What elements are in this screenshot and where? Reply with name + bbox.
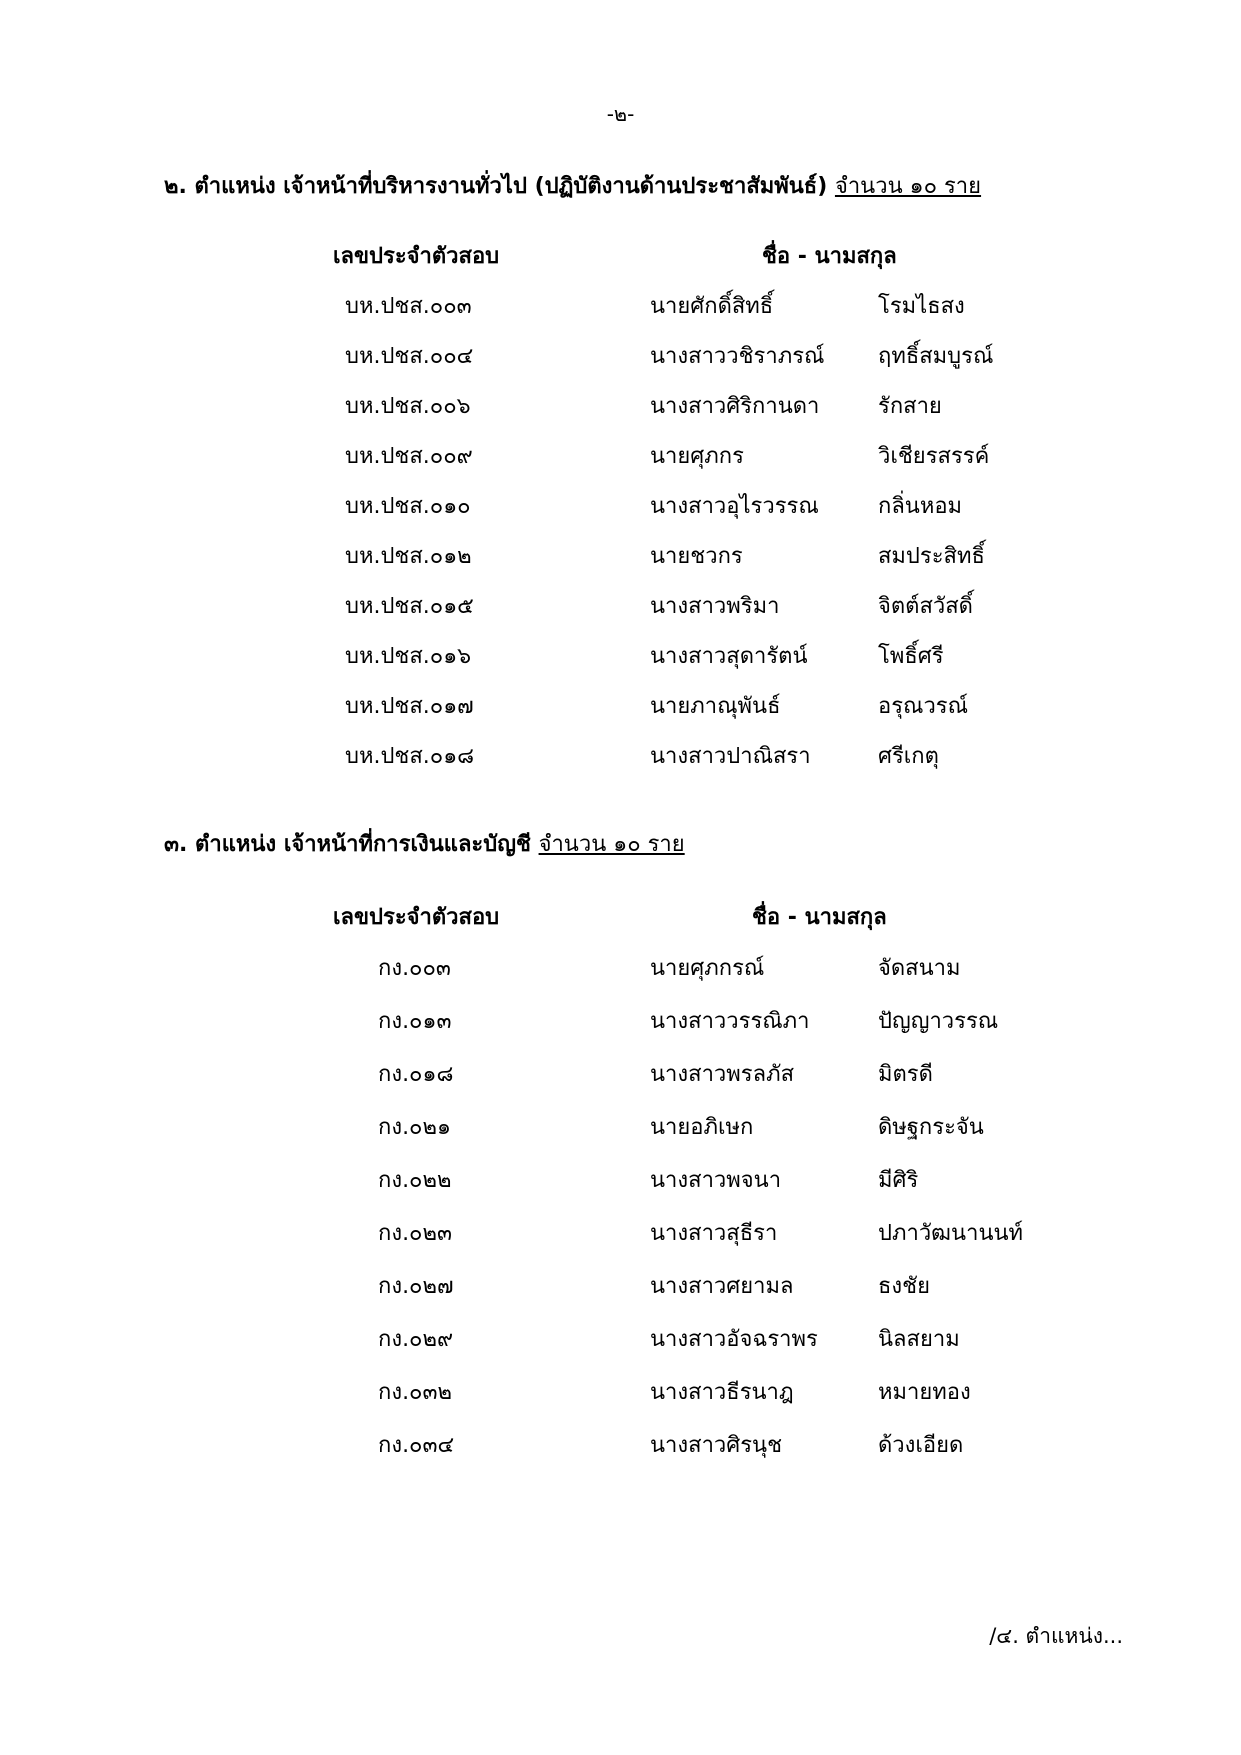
- continuation-note: /๔. ตำแหน่ง...: [989, 1624, 1123, 1648]
- candidate-last-name: หมายทอง: [878, 1380, 971, 1405]
- candidate-row: [0, 1056, 1241, 1096]
- candidate-last-name: ปัญญาวรรณ: [878, 1009, 999, 1034]
- exam-id: บห.ปชส.๐๐๙: [345, 444, 473, 469]
- candidate-row: [0, 638, 1241, 678]
- candidate-last-name: ปภาวัฒนานนท์: [878, 1221, 1024, 1246]
- exam-id: กง.๐๓๔: [378, 1433, 455, 1458]
- exam-id: กง.๐๒๙: [378, 1327, 454, 1352]
- exam-id: กง.๐๒๒: [378, 1168, 452, 1193]
- candidate-row: [0, 1321, 1241, 1361]
- candidate-first-name: นางสาวพจนา: [650, 1168, 782, 1193]
- candidate-row: [0, 1215, 1241, 1255]
- exam-id: กง.๐๒๓: [378, 1221, 453, 1246]
- candidate-last-name: ด้วงเอียด: [878, 1433, 964, 1458]
- candidate-last-name: จัดสนาม: [878, 956, 961, 981]
- candidate-row: [0, 538, 1241, 578]
- candidate-first-name: นายอภิเษก: [650, 1115, 754, 1140]
- candidate-first-name: นายศุภกรณ์: [650, 956, 765, 981]
- candidate-last-name: รักสาย: [878, 394, 942, 419]
- candidate-row: [0, 1003, 1241, 1043]
- candidate-row: [0, 738, 1241, 778]
- candidate-first-name: นายชวกร: [650, 544, 743, 569]
- candidate-first-name: นางสาวอุไรวรรณ: [650, 494, 819, 519]
- exam-id: กง.๐๒๗: [378, 1274, 454, 1299]
- candidate-last-name: ศรีเกตุ: [878, 744, 939, 769]
- candidate-first-name: นางสาวศิรนุช: [650, 1433, 783, 1458]
- candidate-last-name: ดิษฐกระจัน: [878, 1115, 984, 1140]
- section-count: จำนวน ๑๐ ราย: [538, 832, 685, 857]
- candidate-row: [0, 288, 1241, 328]
- candidate-row: [0, 488, 1241, 528]
- section-title: ๓. ตำแหน่ง เจ้าหน้าที่การเงินและบัญชี: [164, 832, 531, 857]
- candidate-first-name: นางสาววชิราภรณ์: [650, 344, 825, 369]
- candidate-first-name: นางสาวสุธีรา: [650, 1221, 778, 1246]
- candidate-row: [0, 1268, 1241, 1308]
- candidate-last-name: นิลสยาม: [878, 1327, 960, 1352]
- candidate-row: [0, 1162, 1241, 1202]
- candidate-row: [0, 388, 1241, 428]
- column-header-name: ชื่อ - นามสกุล: [762, 244, 897, 269]
- candidate-last-name: ธงชัย: [878, 1274, 930, 1299]
- candidate-row: [0, 688, 1241, 728]
- candidate-first-name: นางสาวศิริกานดา: [650, 394, 820, 419]
- candidate-row: [0, 438, 1241, 478]
- candidate-last-name: ฤทธิ์สมบูรณ์: [878, 344, 994, 369]
- column-header-exam-id: เลขประจำตัวสอบ: [333, 244, 500, 269]
- section-title: ๒. ตำแหน่ง เจ้าหน้าที่บริหารงานทั่วไป (ปฏิบัติงานด้านประชาสัมพันธ์): [164, 174, 828, 199]
- column-header-name: ชื่อ - นามสกุล: [752, 905, 887, 930]
- exam-id: บห.ปชส.๐๑๘: [345, 744, 475, 769]
- candidate-row: [0, 588, 1241, 628]
- exam-id: กง.๐๑๘: [378, 1062, 454, 1087]
- candidate-last-name: มีศิริ: [878, 1168, 919, 1193]
- candidate-row: [0, 1109, 1241, 1149]
- exam-id: กง.๐๒๑: [378, 1115, 451, 1140]
- candidate-last-name: มิตรดี: [878, 1062, 933, 1087]
- candidate-last-name: อรุณวรณ์: [878, 694, 969, 719]
- candidate-first-name: นางสาวสุดารัตน์: [650, 644, 808, 669]
- candidate-last-name: โรมไธสง: [878, 294, 965, 319]
- section-count: จำนวน ๑๐ ราย: [834, 174, 982, 199]
- candidate-first-name: นางสาวศยามล: [650, 1274, 794, 1299]
- candidate-last-name: วิเชียรสรรค์: [878, 444, 990, 469]
- candidate-row: [0, 950, 1241, 990]
- section-heading: [164, 826, 685, 861]
- candidate-last-name: โพธิ์ศรี: [878, 644, 944, 669]
- exam-id: บห.ปชส.๐๑๖: [345, 644, 472, 669]
- exam-id: บห.ปชส.๐๐๔: [345, 344, 474, 369]
- candidate-first-name: นางสาวพริมา: [650, 594, 780, 619]
- candidate-row: [0, 1427, 1241, 1467]
- section-heading: [164, 168, 981, 203]
- candidate-last-name: จิตต์สวัสดิ์: [878, 594, 973, 619]
- candidate-last-name: สมประสิทธิ์: [878, 544, 985, 569]
- candidate-last-name: กลิ่นหอม: [878, 494, 963, 519]
- page-number: -๒-: [606, 102, 635, 126]
- exam-id: บห.ปชส.๐๐๓: [345, 294, 472, 319]
- candidate-first-name: นางสาวธีรนาฎ: [650, 1380, 794, 1405]
- candidate-first-name: นายภาณุพันธ์: [650, 694, 781, 719]
- candidate-row: [0, 1374, 1241, 1414]
- candidate-first-name: นางสาวพรลภัส: [650, 1062, 794, 1087]
- candidate-first-name: นายศุภกร: [650, 444, 744, 469]
- exam-id: บห.ปชส.๐๐๖: [345, 394, 471, 419]
- candidate-row: [0, 338, 1241, 378]
- candidate-first-name: นางสาวอัจฉราพร: [650, 1327, 818, 1352]
- exam-id: บห.ปชส.๐๑๕: [345, 594, 474, 619]
- exam-id: บห.ปชส.๐๑๐: [345, 494, 471, 519]
- candidate-first-name: นางสาวปาณิสรา: [650, 744, 811, 769]
- exam-id: บห.ปชส.๐๑๒: [345, 544, 472, 569]
- exam-id: กง.๐๓๒: [378, 1380, 453, 1405]
- candidate-first-name: นางสาววรรณิภา: [650, 1009, 810, 1034]
- candidate-first-name: นายศักดิ์สิทธิ์: [650, 294, 774, 319]
- exam-id: กง.๐๐๓: [378, 956, 451, 981]
- column-header-exam-id: เลขประจำตัวสอบ: [333, 905, 500, 930]
- exam-id: บห.ปชส.๐๑๗: [345, 694, 474, 719]
- exam-id: กง.๐๑๓: [378, 1009, 452, 1034]
